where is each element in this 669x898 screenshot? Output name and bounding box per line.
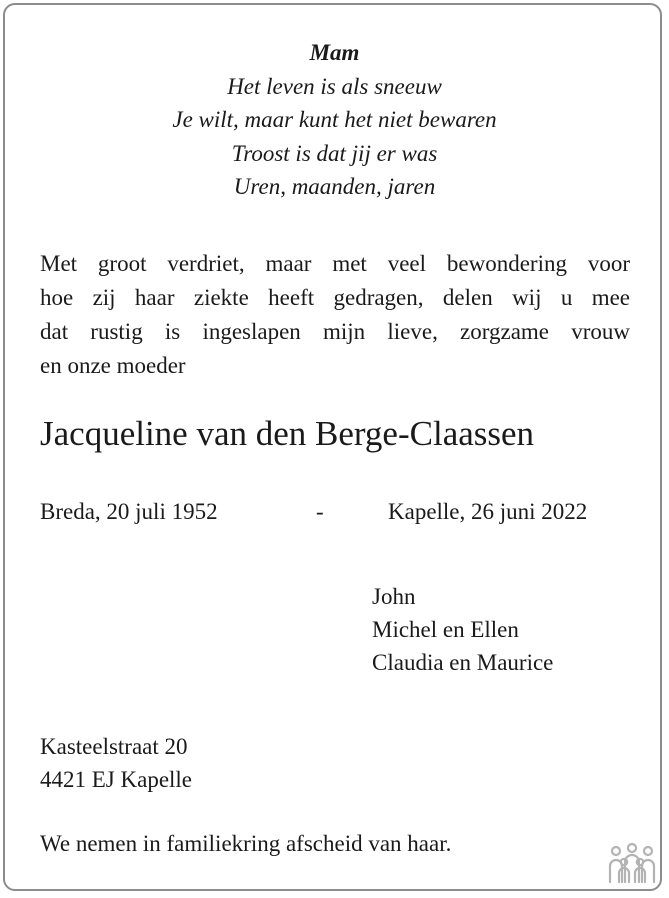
intro-text <box>40 247 630 383</box>
birth-date: Breda, 20 juli 1952 <box>40 499 218 524</box>
poem-line: Het leven is als sneeuw <box>227 73 442 99</box>
intro-line: Met groot verdriet, maar met veel bewondering voor <box>40 251 630 276</box>
farewell-text: We nemen in familiekring afscheid van haar. <box>40 831 452 856</box>
poem-line: Uren, maanden, jaren <box>233 174 436 199</box>
intro-line: dat rustig is ingeslapen mijn lieve, zorgzame vrouw <box>40 319 630 344</box>
intro-line: en onze moeder <box>40 353 186 378</box>
family-member: John <box>372 584 416 609</box>
family-member: Michel en Ellen <box>372 617 519 642</box>
date-separator: - <box>316 499 324 524</box>
address <box>40 730 192 796</box>
address-street: Kasteelstraat 20 <box>40 734 188 759</box>
poem-line: Troost is dat jij er was <box>231 140 438 166</box>
poem <box>0 36 669 204</box>
family-people-icon <box>606 842 658 884</box>
address-city: 4421 EJ Kapelle <box>40 767 193 792</box>
family-member: Claudia en Maurice <box>372 650 554 675</box>
death-date: Kapelle, 26 juni 2022 <box>388 499 588 524</box>
poem-line: Je wilt, maar kunt het niet bewaren <box>172 107 497 132</box>
intro-line: hoe zij haar ziekte heeft gedragen, delen wij u mee <box>40 285 630 310</box>
deceased-name: Jacqueline van den Berge-Claassen <box>40 414 535 453</box>
poem-title: Mam <box>309 40 360 65</box>
family-list <box>372 580 553 679</box>
